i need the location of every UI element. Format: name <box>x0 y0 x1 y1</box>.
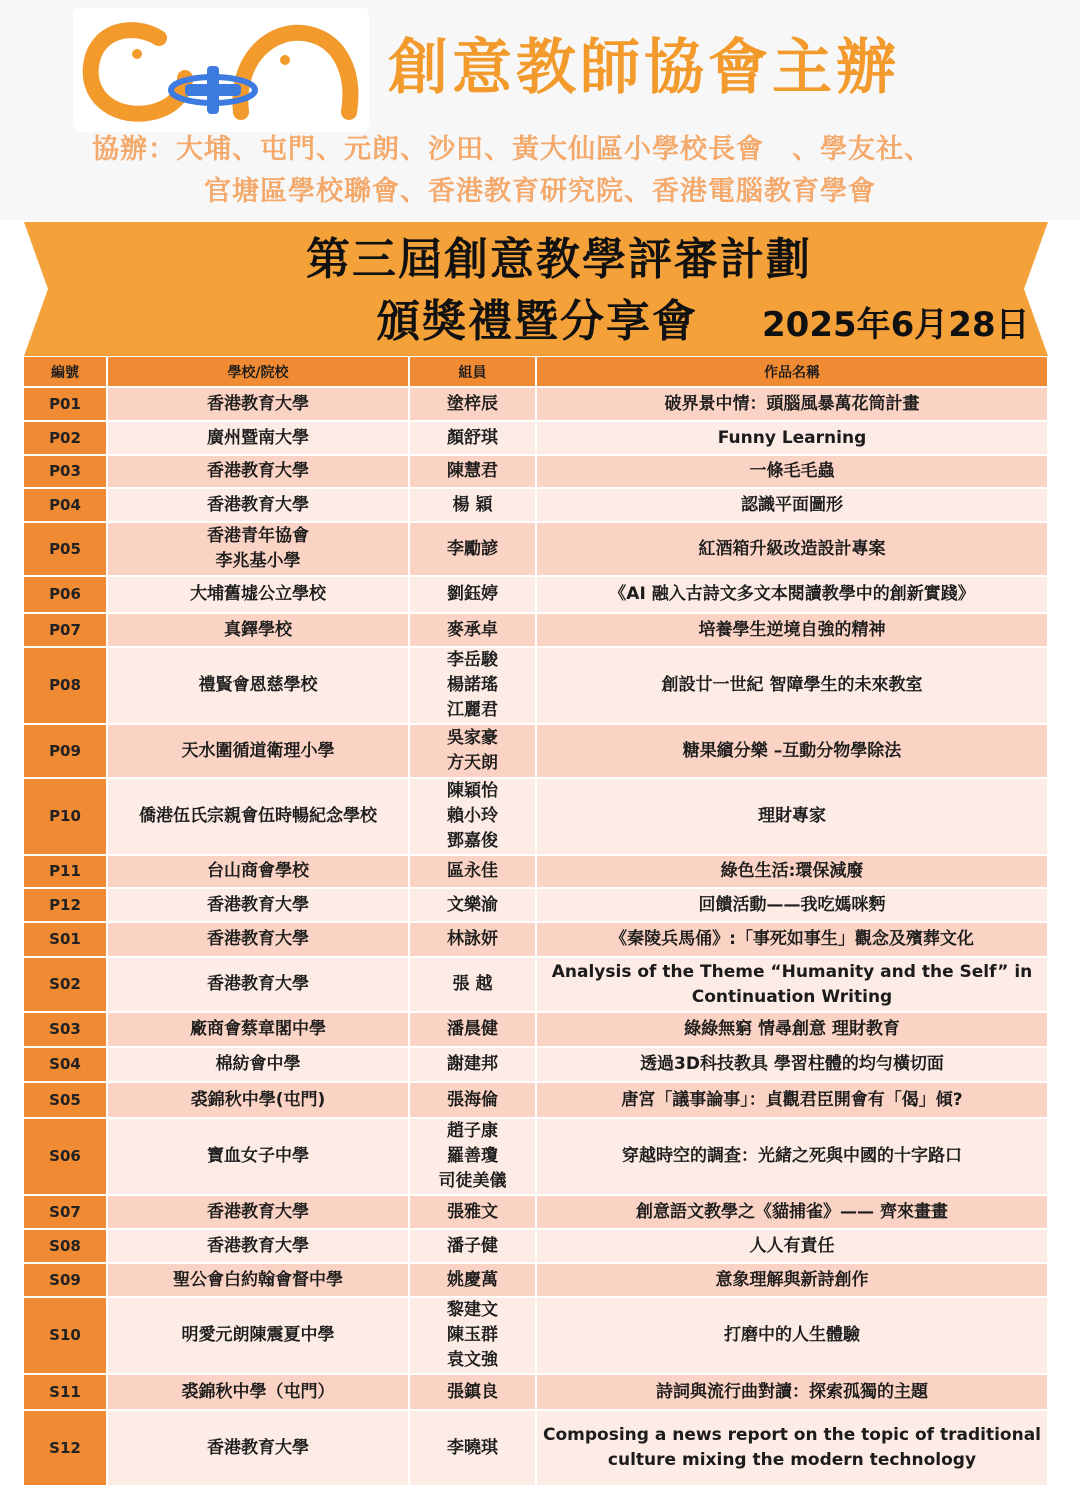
team-members-line: 張雅文 <box>447 1201 498 1222</box>
work-title-line: 意象理解與新詩創作 <box>715 1269 869 1290</box>
table-row <box>24 1012 1048 1047</box>
table-row <box>24 1082 1048 1118</box>
work-title-line: 綠色生活:環保減廢 <box>720 861 864 881</box>
work-title-line: 紅酒箱升級改造設計專案 <box>698 538 886 559</box>
entry-code: P02 <box>24 421 107 455</box>
team-members <box>409 613 536 647</box>
work-title-line: 認識平面圖形 <box>741 494 843 515</box>
team-members <box>409 888 536 922</box>
team-members-line: 江麗君 <box>447 700 498 720</box>
school-name <box>107 647 409 724</box>
school-name <box>107 421 409 455</box>
school-name-line: 大埔舊墟公立學校 <box>190 584 326 604</box>
column-header-school: 學校/院校 <box>107 357 409 387</box>
column-header-members: 組員 <box>409 357 536 387</box>
event-banner <box>24 222 1048 356</box>
school-name <box>107 488 409 522</box>
team-members-line: 張海倫 <box>447 1089 498 1110</box>
table-row <box>24 1374 1048 1410</box>
table-row <box>24 1195 1048 1229</box>
table-row <box>24 1410 1048 1486</box>
entry-code: S09 <box>24 1263 107 1297</box>
team-members-line: 姚慶萬 <box>447 1269 498 1290</box>
table-row <box>24 522 1048 576</box>
work-title <box>536 647 1048 724</box>
school-name-line: 寶血女子中學 <box>207 1146 309 1166</box>
entry-code: P01 <box>24 387 107 421</box>
team-members-line: 黎建文 <box>447 1300 498 1320</box>
school-name-line: 香港教育大學 <box>207 929 309 949</box>
table-row <box>24 1047 1048 1082</box>
entry-code: S08 <box>24 1229 107 1263</box>
column-header-title: 作品名稱 <box>536 357 1048 387</box>
entry-code: S02 <box>24 957 107 1012</box>
work-title <box>536 888 1048 922</box>
school-name-line: 香港教育大學 <box>207 461 309 481</box>
entry-code: P05 <box>24 522 107 576</box>
table-row <box>24 421 1048 455</box>
work-title <box>536 922 1048 957</box>
team-members-line: 羅善瓊 <box>447 1146 498 1166</box>
school-name-line: 香港教育大學 <box>207 1201 309 1222</box>
school-name <box>107 1047 409 1082</box>
team-members-line: 張鎮良 <box>447 1381 498 1402</box>
work-title-line: Analysis of the Theme “Humanity and the Self” in <box>551 961 1033 982</box>
awards-table <box>24 357 1049 1487</box>
entry-code: S07 <box>24 1195 107 1229</box>
table-row <box>24 1229 1048 1263</box>
work-title-line: 人人有責任 <box>749 1235 835 1256</box>
team-members <box>409 922 536 957</box>
team-members-line: 吳家豪 <box>447 728 498 748</box>
school-name-line: 香港教育大學 <box>207 393 309 414</box>
work-title <box>536 1012 1048 1047</box>
banner-title-line-2: 頒獎禮暨分享會 <box>376 296 698 347</box>
school-name-line: 禮賢會恩慈學校 <box>198 675 318 695</box>
work-title <box>536 1410 1048 1486</box>
work-title <box>536 724 1048 778</box>
team-members-line: 陳慧君 <box>447 461 498 481</box>
school-name-line: 香港教育大學 <box>207 494 309 515</box>
school-name <box>107 778 409 855</box>
event-date: 2025年6月28日 <box>762 305 1030 345</box>
team-members-line: 賴小玲 <box>447 806 498 826</box>
school-name <box>107 1229 409 1263</box>
team-members <box>409 647 536 724</box>
entry-code: P06 <box>24 576 107 613</box>
work-title <box>536 1195 1048 1229</box>
work-title <box>536 421 1048 455</box>
work-title-line: 破界景中情：頭腦風暴萬花筒計畫 <box>664 393 920 414</box>
school-name <box>107 1195 409 1229</box>
work-title-line: Continuation Writing <box>691 986 893 1007</box>
work-title-line: 糖果繽分樂 –互動分物學除法 <box>682 740 902 761</box>
team-members-line: 謝建邦 <box>447 1054 498 1074</box>
team-members <box>409 1118 536 1195</box>
work-title <box>536 488 1048 522</box>
entry-code: P04 <box>24 488 107 522</box>
entry-code: P07 <box>24 613 107 647</box>
school-name <box>107 1082 409 1118</box>
school-name-line: 香港教育大學 <box>207 1235 309 1256</box>
team-members-line: 司徒美儀 <box>438 1171 507 1191</box>
table-row <box>24 888 1048 922</box>
work-title-line: culture mixing the modern technology <box>607 1450 977 1470</box>
school-name <box>107 613 409 647</box>
table-header-row <box>24 357 1048 387</box>
entry-code: P12 <box>24 888 107 922</box>
team-members-line: 李岳駿 <box>447 650 498 670</box>
team-members <box>409 1195 536 1229</box>
team-members <box>409 1410 536 1486</box>
team-members-line: 方天朗 <box>447 753 498 773</box>
school-name-line: 天水圍循道衛理小學 <box>181 740 335 761</box>
school-name-line: 李兆基小學 <box>215 551 301 571</box>
team-members <box>409 455 536 488</box>
school-name-line: 僑港伍氏宗親會伍時暢紀念學校 <box>139 806 377 826</box>
school-name-line: 香港教育大學 <box>207 894 309 915</box>
school-name <box>107 1374 409 1410</box>
school-name-line: 棉紡會中學 <box>215 1054 301 1074</box>
work-title <box>536 1229 1048 1263</box>
work-title <box>536 957 1048 1012</box>
school-name-line: 明愛元朗陳震夏中學 <box>181 1325 335 1345</box>
team-members-line: 顏舒琪 <box>447 427 498 448</box>
entry-code: P10 <box>24 778 107 855</box>
school-name <box>107 855 409 888</box>
team-members-line: 陳穎怡 <box>447 781 498 801</box>
work-title <box>536 1263 1048 1297</box>
school-name <box>107 455 409 488</box>
work-title-line: 綠綠無窮 情尋創意 理財教育 <box>684 1019 900 1039</box>
entry-code: P09 <box>24 724 107 778</box>
team-members <box>409 855 536 888</box>
team-members-line: 張 越 <box>452 974 493 994</box>
team-members <box>409 1229 536 1263</box>
team-members-line: 李勵諺 <box>447 538 498 559</box>
team-members <box>409 421 536 455</box>
team-members <box>409 522 536 576</box>
work-title <box>536 576 1048 613</box>
school-name-line: 香港青年協會 <box>207 526 309 546</box>
team-members <box>409 778 536 855</box>
table-row <box>24 488 1048 522</box>
work-title-line: 創設廿一世紀 智障學生的未來教室 <box>661 675 923 695</box>
school-name-line: 聖公會白約翰會督中學 <box>173 1269 343 1290</box>
cta-logo-icon <box>73 8 369 132</box>
organizer-title: 創意教師協會主辦 <box>388 33 900 103</box>
work-title-line: 唐宮「議事論事」：貞觀君臣開會有「偈」傾? <box>621 1089 963 1110</box>
table-row <box>24 613 1048 647</box>
team-members <box>409 1374 536 1410</box>
school-name <box>107 957 409 1012</box>
co-organizers-line-1: 協辦：大埔、屯門、元朗、沙田、黃大仙區小學校長會 、學友社、 <box>92 134 932 165</box>
team-members-line: 潘晨健 <box>447 1019 498 1039</box>
column-header-code: 編號 <box>24 357 107 387</box>
school-name <box>107 1118 409 1195</box>
co-organizers-line-2: 官塘區學校聯會、香港教育研究院、香港電腦教育學會 <box>204 176 876 207</box>
team-members <box>409 1263 536 1297</box>
school-name-line: 真鐸學校 <box>224 619 292 640</box>
work-title <box>536 522 1048 576</box>
work-title <box>536 1082 1048 1118</box>
school-name <box>107 387 409 421</box>
entry-code: S11 <box>24 1374 107 1410</box>
work-title <box>536 387 1048 421</box>
team-members <box>409 576 536 613</box>
school-name <box>107 576 409 613</box>
school-name-line: 台山商會學校 <box>207 861 309 881</box>
school-name-line: 廠商會蔡章閣中學 <box>190 1019 326 1039</box>
work-title-line: 《秦陵兵馬俑》:「事死如事生」觀念及殯葬文化 <box>610 929 974 949</box>
work-title-line: 透過3D科技教具 學習柱體的均勻橫切面 <box>640 1054 944 1074</box>
school-name <box>107 888 409 922</box>
team-members-line: 李曉琪 <box>447 1437 498 1458</box>
entry-code: S10 <box>24 1297 107 1374</box>
school-name-line: 廣州暨南大學 <box>207 427 309 448</box>
school-name <box>107 922 409 957</box>
work-title <box>536 613 1048 647</box>
team-members <box>409 957 536 1012</box>
team-members <box>409 1012 536 1047</box>
table-row <box>24 957 1048 1012</box>
banner-title-line-1: 第三屆創意教學評審計劃 <box>306 234 812 285</box>
entry-code: S03 <box>24 1012 107 1047</box>
entry-code: S01 <box>24 922 107 957</box>
team-members-line: 趙子康 <box>447 1121 498 1141</box>
table-row <box>24 1118 1048 1195</box>
work-title <box>536 1047 1048 1082</box>
team-members-line: 區永佳 <box>447 861 498 881</box>
table-row <box>24 387 1048 421</box>
work-title-line: 回饋活動——我吃媽咪麪 <box>698 894 886 915</box>
team-members-line: 陳玉群 <box>447 1325 498 1345</box>
team-members <box>409 724 536 778</box>
team-members-line: 鄧嘉俊 <box>447 831 498 851</box>
work-title-line: 創意語文教學之《貓捕雀》—— 齊來畫畫 <box>636 1201 948 1222</box>
entry-code: P03 <box>24 455 107 488</box>
entry-code: S12 <box>24 1410 107 1486</box>
entry-code: S05 <box>24 1082 107 1118</box>
entry-code: P11 <box>24 855 107 888</box>
entry-code: S06 <box>24 1118 107 1195</box>
team-members-line: 劉鈺婷 <box>447 584 498 604</box>
table-row <box>24 455 1048 488</box>
school-name-line: 裘錦秋中學(屯門) <box>190 1089 326 1110</box>
work-title <box>536 455 1048 488</box>
school-name <box>107 1297 409 1374</box>
table-row <box>24 647 1048 724</box>
work-title <box>536 1297 1048 1374</box>
school-name <box>107 522 409 576</box>
table-row <box>24 724 1048 778</box>
team-members <box>409 488 536 522</box>
team-members <box>409 1297 536 1374</box>
work-title <box>536 855 1048 888</box>
work-title-line: 培養學生逆境自強的精神 <box>698 619 886 640</box>
school-name <box>107 1263 409 1297</box>
team-members-line: 潘子健 <box>447 1235 498 1256</box>
team-members-line: 麥承卓 <box>447 619 498 640</box>
team-members <box>409 387 536 421</box>
table-row <box>24 1263 1048 1297</box>
school-name <box>107 1012 409 1047</box>
team-members <box>409 1047 536 1082</box>
work-title-line: 打磨中的人生體驗 <box>724 1325 860 1345</box>
team-members-line: 文樂渝 <box>447 894 498 915</box>
table-row <box>24 1297 1048 1374</box>
work-title <box>536 1374 1048 1410</box>
team-members-line: 林詠妍 <box>447 929 498 949</box>
table-row <box>24 855 1048 888</box>
team-members-line: 塗梓辰 <box>447 393 498 414</box>
school-name-line: 香港教育大學 <box>207 974 309 994</box>
team-members-line: 楊諾瑤 <box>447 675 498 695</box>
table-body <box>24 387 1048 1486</box>
table-row <box>24 778 1048 855</box>
work-title-line: 穿越時空的調查：光緒之死與中國的十字路口 <box>622 1146 962 1166</box>
school-name-line: 裘錦秋中學（屯門） <box>181 1381 335 1402</box>
school-name <box>107 1410 409 1486</box>
work-title <box>536 1118 1048 1195</box>
work-title-line: 理財專家 <box>758 806 826 826</box>
table-row <box>24 922 1048 957</box>
work-title-line: 一條毛毛蟲 <box>749 461 835 481</box>
entry-code: S04 <box>24 1047 107 1082</box>
school-name-line: 香港教育大學 <box>207 1437 309 1458</box>
team-members-line: 楊 穎 <box>452 494 493 515</box>
school-name <box>107 724 409 778</box>
team-members <box>409 1082 536 1118</box>
work-title <box>536 778 1048 855</box>
work-title-line: 《AI 融入古詩文多文本閱讀教學中的創新實踐》 <box>609 584 975 604</box>
entry-code: P08 <box>24 647 107 724</box>
work-title-line: Funny Learning <box>717 427 867 448</box>
work-title-line: 詩詞與流行曲對讀：探索孤獨的主題 <box>656 1381 928 1402</box>
team-members-line: 袁文強 <box>447 1350 498 1370</box>
table-row <box>24 576 1048 613</box>
work-title-line: Composing a news report on the topic of traditional <box>543 1425 1041 1445</box>
